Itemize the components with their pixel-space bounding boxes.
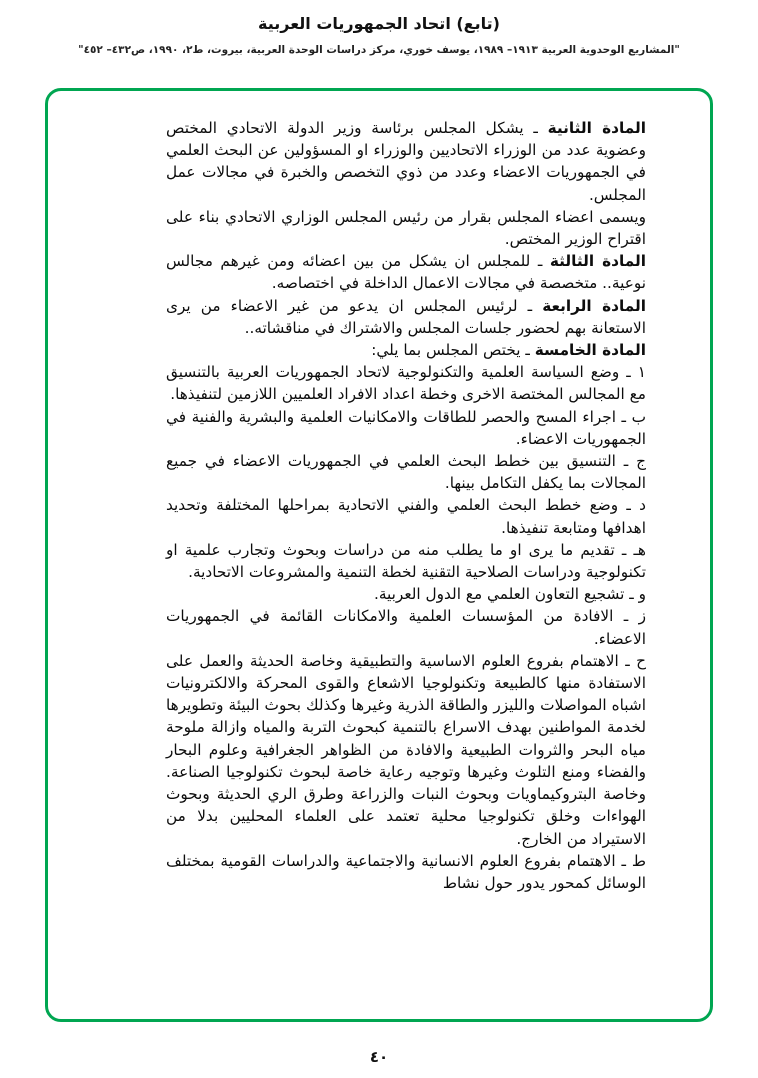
paragraph: [166, 494, 646, 538]
article-heading: المادة الخامسة: [534, 341, 646, 360]
article-heading: المادة الثالثة: [549, 252, 647, 271]
paragraph: [166, 117, 646, 206]
document-title: (تابع) اتحاد الجمهوريات العربية: [258, 14, 500, 33]
paragraph: [166, 361, 646, 405]
body-text: [166, 117, 646, 894]
paragraph: [166, 539, 646, 583]
paragraph: [166, 850, 646, 894]
paragraph-text: ـ لرئيس المجلس ان يدعو من غير الاعضاء من يرى الاستعانة بهم لحضور جلسات المجلس والاشتراك في مناقشاته..: [166, 296, 646, 337]
paragraph-text: ويسمى اعضاء المجلس بقرار من رئيس المجلس الوزاري الاتحادي بناء على اقتراح الوزير المختص.: [166, 207, 646, 249]
paragraph: [166, 250, 646, 294]
article-heading: المادة الرابعة: [542, 296, 646, 315]
paragraph-text: د ـ وضع خطط البحث العلمي والفني الاتحادية بمراحلها المختلفة وتحديد اهدافها ومتابعة تنفيذها.: [166, 496, 646, 537]
paragraph: [166, 650, 646, 850]
paragraph-text: ز ـ الافادة من المؤسسات العلمية والامكانات القائمة في الجمهوريات الاعضاء.: [166, 607, 646, 648]
paragraph: [166, 605, 646, 649]
paragraph-text: ـ يختص المجلس بما يلي:: [371, 341, 535, 360]
page-header: [0, 0, 758, 56]
paragraph: [166, 339, 646, 361]
paragraph-text: ـ للمجلس ان يشكل من بين اعضائه ومن غيرهم مجالس نوعية.. متخصصة في مجالات الاعمال الداخلة في اختصاصه.: [166, 252, 646, 293]
paragraph-text: ـ يشكل المجلس برئاسة وزير الدولة الاتحادي المختص وعضوية عدد من الوزراء الاتحاديين والوزراء او المسؤولين عن البحث العلمي في الجمهوريات الاعضاء وعدد من ذوي التخصص والخبرة في مجالات عمل المجلس.: [166, 119, 646, 204]
paragraph-text: ب ـ اجراء المسح والحصر للطاقات والامكانيات العلمية والبشرية والفنية في الجمهوريات الاعضاء.: [166, 407, 646, 448]
paragraph-text: و ـ تشجيع التعاون العلمي مع الدول العربية.: [373, 585, 646, 604]
paragraph: [166, 450, 646, 494]
paragraph: [166, 583, 646, 605]
paragraph: [166, 295, 646, 339]
paragraph-text: ١ ـ وضع السياسة العلمية والتكنولوجية لاتحاد الجمهوريات العربية بالتنسيق مع المجالس المختصة الاخرى وخطة اعداد الافراد العلميين اللازمين لتنفيذها.: [166, 363, 646, 404]
paragraph-text: ط ـ الاهتمام بفروع العلوم الانسانية والاجتماعية والدراسات القومية بمختلف الوسائل كمحور يدور حول نشاط: [166, 851, 646, 892]
article-heading: المادة الثانية: [547, 119, 647, 137]
page-number: ٤٠: [369, 1048, 389, 1066]
document-citation: "المشاريع الوحدوية العربية ١٩١٣– ١٩٨٩، يوسف خوري، مركز دراسات الوحدة العربية، بيروت، ط٢، ١٩٩٠، ص٤٣٢– ٤٥٢": [78, 44, 680, 56]
paragraph: [166, 206, 646, 250]
paragraph-text: هـ ـ تقديم ما يرى او ما يطلب منه من دراسات وبحوث وتجارب علمية او تكنولوجية ودراسات الصلاحية التقنية لخطة التنمية والمشروعات الاتحادية.: [166, 540, 646, 582]
paragraph: [166, 406, 646, 450]
paragraph-text: ج ـ التنسيق بين خطط البحث العلمي في الجمهوريات الاعضاء في جميع المجالات بما يكفل التكامل بينها.: [166, 452, 646, 493]
content-border-box: [45, 88, 713, 1022]
paragraph-text: ح ـ الاهتمام بفروع العلوم الاساسية والتطبيقية وخاصة الحديثة والعمل على الاستفادة منها كالطبيعة وتكنولوجيا الاشعاع والقوى المحركة والالكترونيات اشباه المواصلات والليزر والطاقة الذرية وغيرها وكذلك بحوث البيئة وتطويرها لخدمة المواطنين بهدف الاسراع بالتنمية كبحوث التربة والمياه وازالة ملوحة مياه البحر والثروات الطبيعية والافادة من الظواهر الجغرافية وعلوم البحار والفضاء ومنع التلوث وغيرها وتوجيه رعاية خاصة لبحوث تكنولوجيا الصناعة. وخاصة البتروكيماويات وبحوث النبات والزراعة وطرق الري الحديثة وبحوث الهواءات وخلق تكنولوجيا محلية تعتمد على العلماء المحليين بدلا من الاستيراد من الخارج.: [166, 651, 646, 848]
